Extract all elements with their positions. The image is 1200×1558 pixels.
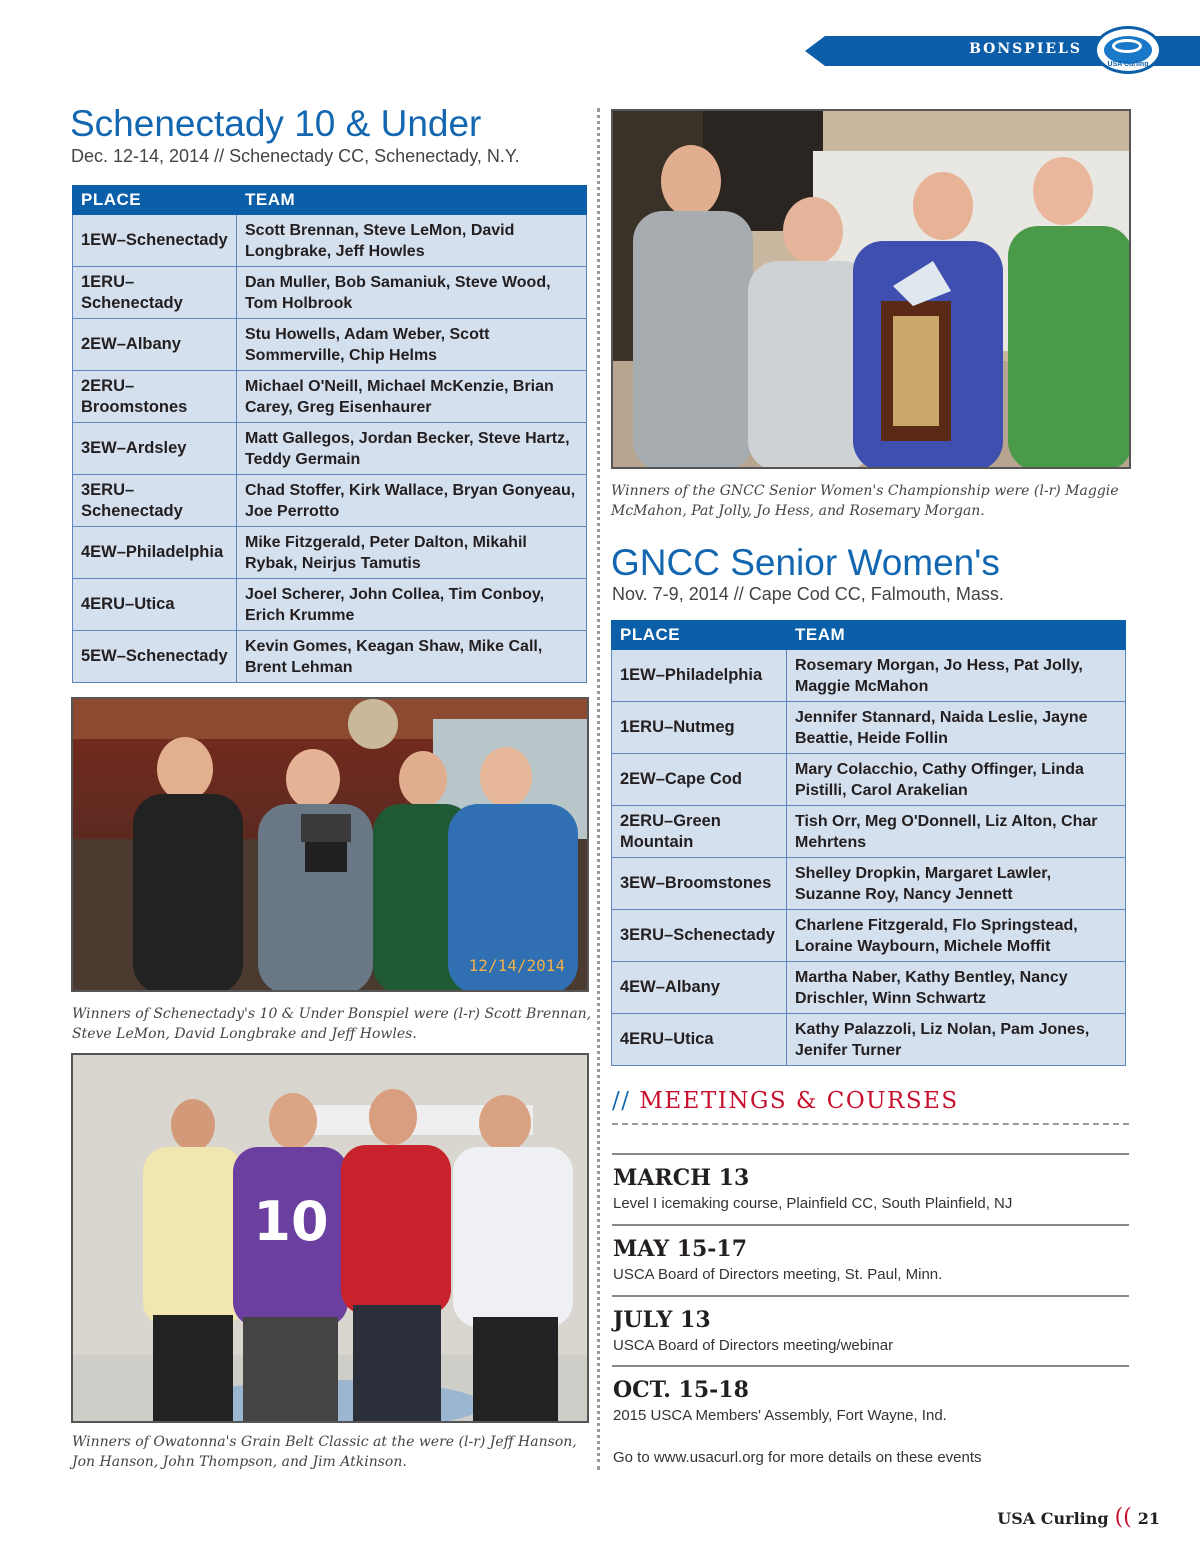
meeting-rule <box>612 1295 1129 1297</box>
section-label: BONSPIELS <box>969 41 1082 57</box>
page-number: 21 <box>1137 1509 1160 1528</box>
table-row <box>73 475 587 527</box>
team-cell: Mary Colacchio, Cathy Offinger, Linda Pistilli, Carol Arakelian <box>787 754 1126 806</box>
team-cell: Martha Naber, Kathy Bentley, Nancy Drischler, Winn Schwartz <box>787 962 1126 1014</box>
meeting-date: MARCH 13 <box>613 1165 750 1191</box>
meeting-rule <box>612 1153 1129 1155</box>
place-cell: 3EW–Broomstones <box>612 858 787 910</box>
meeting-rule <box>612 1224 1129 1226</box>
table-row <box>73 423 587 475</box>
place-cell: 4EW–Albany <box>612 962 787 1014</box>
schenectady-title: Schenectady 10 & Under <box>70 103 482 144</box>
col-team-header: TEAM <box>787 621 1126 650</box>
meetings-dashed-rule <box>612 1123 1129 1125</box>
page-footer <box>997 1505 1160 1530</box>
place-cell: 2EW–Albany <box>73 319 237 371</box>
team-cell: Scott Brennan, Steve LeMon, David Longbrake, Jeff Howles <box>237 215 587 267</box>
place-cell: 2EW–Cape Cod <box>612 754 787 806</box>
meeting-rule <box>612 1365 1129 1367</box>
meeting-desc: USCA Board of Directors meeting/webinar <box>613 1337 894 1354</box>
place-cell: 1ERU–Nutmeg <box>612 702 787 754</box>
place-cell: 5EW–Schenectady <box>73 631 237 683</box>
gncc-photo-caption: Winners of the GNCC Senior Women's Championship were (l-r) Maggie McMahon, Pat Jolly, Jo Hess, and Rosemary Morgan. <box>611 483 1119 519</box>
table-row <box>612 962 1126 1014</box>
table-row <box>612 910 1126 962</box>
meetings-footer-note: Go to www.usacurl.org for more details on these events <box>613 1449 982 1466</box>
publication-name: USA Curling <box>997 1509 1109 1528</box>
meetings-title: MEETINGS & COURSES <box>639 1088 959 1114</box>
place-cell: 4ERU–Utica <box>612 1014 787 1066</box>
meetings-slash: // <box>612 1088 631 1114</box>
col-team-header: TEAM <box>237 186 587 215</box>
footer-separator: (( <box>1114 1505 1132 1530</box>
table-row <box>73 527 587 579</box>
gncc-subtitle: Nov. 7-9, 2014 // Cape Cod CC, Falmouth, Mass. <box>612 584 1004 604</box>
svg-text:10: 10 <box>253 1190 329 1253</box>
team-cell: Mike Fitzgerald, Peter Dalton, Mikahil Rybak, Neirjus Tamutis <box>237 527 587 579</box>
table-row <box>73 319 587 371</box>
usa-curling-logo: USA Curling <box>1094 26 1162 74</box>
place-cell: 3EW–Ardsley <box>73 423 237 475</box>
meeting-desc: USCA Board of Directors meeting, St. Paul, Minn. <box>613 1266 943 1283</box>
col-place-header: PLACE <box>73 186 237 215</box>
meeting-date: OCT. 15-18 <box>613 1377 749 1403</box>
place-cell: 3ERU–Schenectady <box>73 475 237 527</box>
table-row <box>612 1014 1126 1066</box>
table-row <box>612 702 1126 754</box>
team-cell: Charlene Fitzgerald, Flo Springstead, Loraine Waybourn, Michele Moffit <box>787 910 1126 962</box>
team-cell: Stu Howells, Adam Weber, Scott Sommerville, Chip Helms <box>237 319 587 371</box>
table-row <box>73 631 587 683</box>
schenectady-photo-caption: Winners of Schenectady's 10 & Under Bonspiel were (l-r) Scott Brennan, Steve LeMon, David Longbrake and Jeff Howles. <box>72 1006 592 1042</box>
team-cell: Kevin Gomes, Keagan Shaw, Mike Call, Brent Lehman <box>237 631 587 683</box>
table-row <box>612 858 1126 910</box>
owatonna-winners-photo <box>71 1053 589 1423</box>
column-divider <box>597 108 600 1470</box>
table-row <box>612 650 1126 702</box>
place-cell: 2ERU–Green Mountain <box>612 806 787 858</box>
gncc-winners-photo <box>611 109 1131 469</box>
svg-text:12/14/2014: 12/14/2014 <box>468 956 565 975</box>
team-cell: Chad Stoffer, Kirk Wallace, Bryan Gonyeau, Joe Perrotto <box>237 475 587 527</box>
gncc-title: GNCC Senior Women's <box>611 542 1000 583</box>
schenectady-subtitle: Dec. 12-14, 2014 // Schenectady CC, Schenectady, N.Y. <box>71 146 520 166</box>
place-cell: 4EW–Philadelphia <box>73 527 237 579</box>
place-cell: 1EW–Schenectady <box>73 215 237 267</box>
meeting-desc: Level I icemaking course, Plainfield CC, South Plainfield, NJ <box>613 1195 1013 1212</box>
place-cell: 4ERU–Utica <box>73 579 237 631</box>
gncc-results-table <box>611 620 1126 1066</box>
place-cell: 1ERU–Schenectady <box>73 267 237 319</box>
team-cell: Matt Gallegos, Jordan Becker, Steve Hartz, Teddy Germain <box>237 423 587 475</box>
table-row <box>612 754 1126 806</box>
team-cell: Jennifer Stannard, Naida Leslie, Jayne Beattie, Heide Follin <box>787 702 1126 754</box>
table-row <box>73 371 587 423</box>
place-cell: 3ERU–Schenectady <box>612 910 787 962</box>
team-cell: Joel Scherer, John Collea, Tim Conboy, Erich Krumme <box>237 579 587 631</box>
meetings-heading <box>612 1088 959 1114</box>
team-cell: Michael O'Neill, Michael McKenzie, Brian Carey, Greg Eisenhaurer <box>237 371 587 423</box>
meeting-desc: 2015 USCA Members' Assembly, Fort Wayne, Ind. <box>613 1407 947 1424</box>
meeting-date: JULY 13 <box>613 1307 711 1333</box>
meeting-date: MAY 15-17 <box>613 1236 748 1262</box>
team-cell: Kathy Palazzoli, Liz Nolan, Pam Jones, Jenifer Turner <box>787 1014 1126 1066</box>
table-row <box>612 806 1126 858</box>
owatonna-photo-caption: Winners of Owatonna's Grain Belt Classic at the were (l-r) Jeff Hanson, Jon Hanson, John Thompson, and Jim Atkinson. <box>72 1434 577 1470</box>
place-cell: 1EW–Philadelphia <box>612 650 787 702</box>
team-cell: Rosemary Morgan, Jo Hess, Pat Jolly, Maggie McMahon <box>787 650 1126 702</box>
table-row <box>73 579 587 631</box>
place-cell: 2ERU–Broomstones <box>73 371 237 423</box>
schenectady-results-table <box>72 185 587 683</box>
team-cell: Dan Muller, Bob Samaniuk, Steve Wood, Tom Holbrook <box>237 267 587 319</box>
col-place-header: PLACE <box>612 621 787 650</box>
table-row <box>73 267 587 319</box>
team-cell: Tish Orr, Meg O'Donnell, Liz Alton, Char Mehrtens <box>787 806 1126 858</box>
team-cell: Shelley Dropkin, Margaret Lawler, Suzanne Roy, Nancy Jennett <box>787 858 1126 910</box>
table-row <box>73 215 587 267</box>
schenectady-winners-photo <box>71 697 589 992</box>
